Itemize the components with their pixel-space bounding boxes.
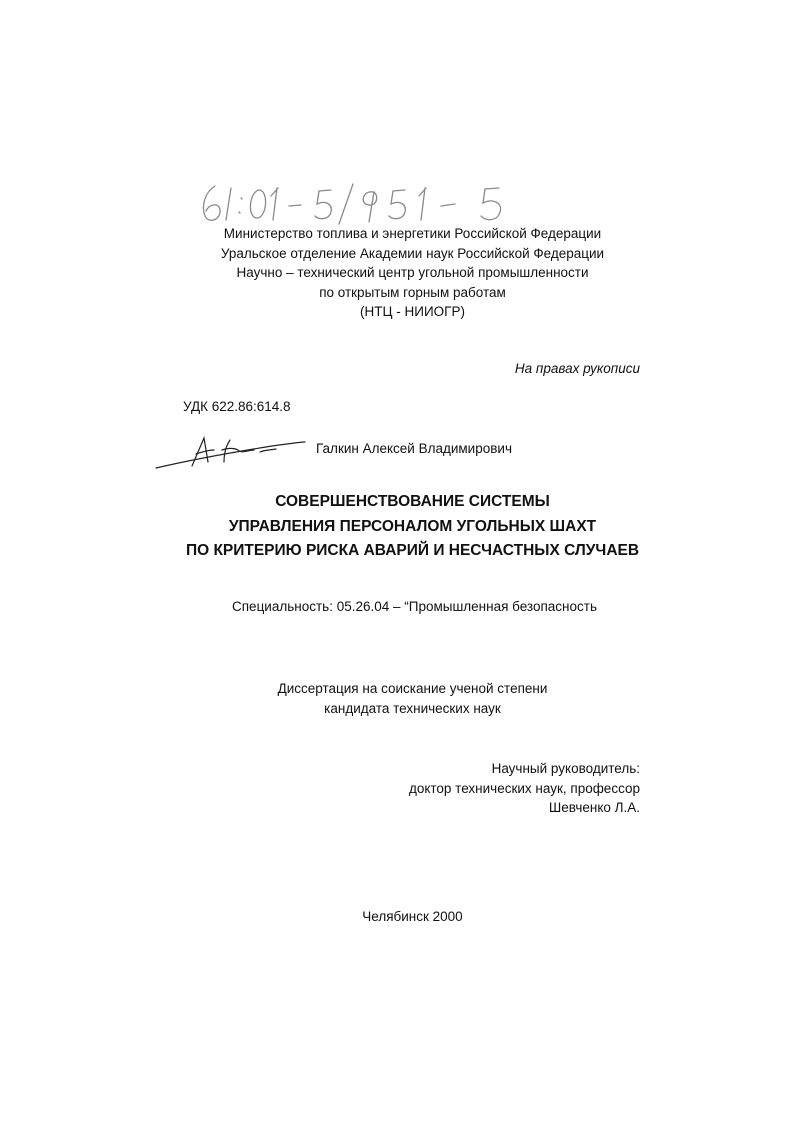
udk-code: УДК 622.86:614.8 bbox=[183, 399, 291, 414]
center-abbreviation: (НТЦ - НИИОГР) bbox=[360, 304, 465, 319]
specialty: Специальность: 05.26.04 – “Промышленная безопасность bbox=[232, 599, 597, 614]
title-line: СОВЕРШЕНСТВОВАНИЕ СИСТЕМЫ bbox=[275, 493, 550, 510]
advisor-degree: доктор технических наук, профессор bbox=[408, 780, 640, 796]
archive-number-drawing bbox=[193, 178, 523, 230]
organization-block bbox=[0, 224, 795, 322]
degree-line: Диссертация на соискание ученой степени bbox=[277, 681, 548, 696]
archive-number-handwriting bbox=[193, 178, 523, 230]
title-line: УПРАВЛЕНИЯ ПЕРСОНАЛОМ УГОЛЬНЫХ ШАХТ bbox=[228, 517, 597, 535]
author-name: Галкин Алексей Владимирович bbox=[316, 441, 512, 456]
degree-block bbox=[0, 679, 795, 718]
rights-note: На правах рукописи bbox=[514, 361, 640, 376]
academy-line: Уральское отделение Академии наук Российской Федерации bbox=[220, 245, 605, 261]
center-line: Научно – технический центр угольной промышленности bbox=[236, 265, 589, 280]
advisor-label: Научный руководитель: bbox=[491, 761, 640, 776]
ministry-line: Министерство топлива и энергетики Российской Федерации bbox=[223, 226, 602, 241]
degree-line: кандидата технических наук bbox=[324, 700, 501, 716]
advisor-name: Шевченко Л.А. bbox=[548, 800, 640, 815]
title-line: ПО КРИТЕРИЮ РИСКА АВАРИЙ И НЕСЧАСТНЫХ СЛУЧАЕВ bbox=[185, 542, 640, 559]
dissertation-title bbox=[0, 490, 795, 564]
center-line-2: по открытым горным работам bbox=[319, 284, 506, 300]
author-signature bbox=[152, 432, 307, 474]
signature-drawing bbox=[152, 432, 307, 474]
city-year: Челябинск 2000 bbox=[362, 909, 463, 924]
advisor-block bbox=[380, 759, 640, 818]
